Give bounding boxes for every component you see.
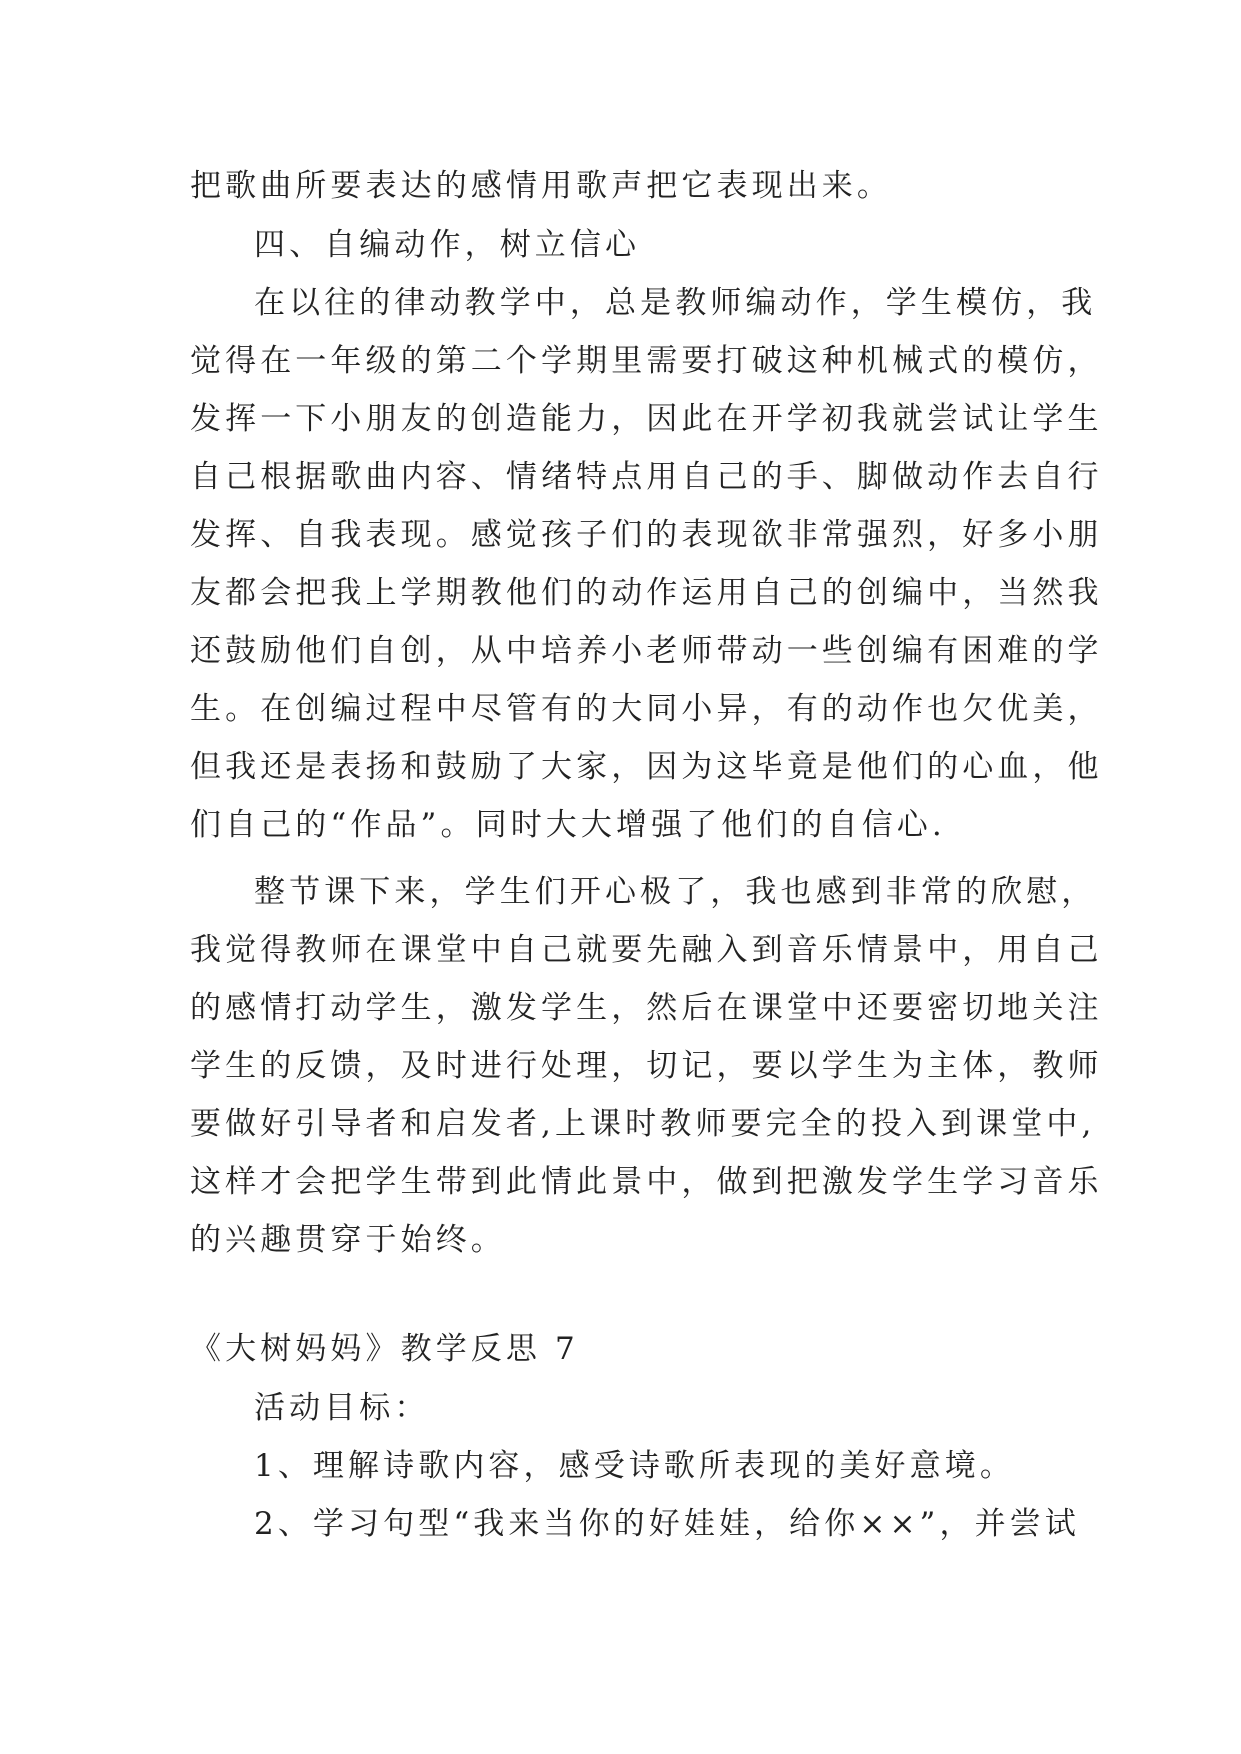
paragraph-line: 在以往的律动教学中，总是教师编动作，学生模仿，我 <box>254 285 1097 321</box>
paragraph-line: 整节课下来，学生们开心极了，我也感到非常的欣慰， <box>254 874 1097 910</box>
paragraph-line: 生。在创编过程中尽管有的大同小异，有的动作也欠优美， <box>190 691 1103 727</box>
paragraph-line: 还鼓励他们自创，从中培养小老师带动一些创编有困难的学 <box>190 633 1103 669</box>
paragraph-line: 但我还是表扬和鼓励了大家，因为这毕竟是他们的心血，他 <box>190 749 1103 785</box>
paragraph-line: 的感情打动学生，激发学生，然后在课堂中还要密切地关注 <box>190 990 1103 1026</box>
section-heading: 活动目标： <box>254 1390 430 1426</box>
paragraph-line: 们自己的“作品”。同时大大增强了他们的自信心. <box>190 807 946 843</box>
paragraph-line: 友都会把我上学期教他们的动作运用自己的创编中，当然我 <box>190 575 1103 611</box>
list-item: 2、学习句型“我来当你的好娃娃，给你××”，并尝试 <box>254 1506 1080 1542</box>
paragraph-line: 这样才会把学生带到此情此景中，做到把激发学生学习音乐 <box>190 1164 1103 1200</box>
paragraph-line: 我觉得教师在课堂中自己就要先融入到音乐情景中，用自己 <box>190 932 1103 968</box>
list-item: 1、理解诗歌内容，感受诗歌所表现的美好意境。 <box>254 1448 1015 1484</box>
paragraph-line: 学生的反馈，及时进行处理，切记，要以学生为主体，教师 <box>190 1048 1103 1084</box>
paragraph-line: 把歌曲所要表达的感情用歌声把它表现出来。 <box>190 168 892 204</box>
article-title: 《大树妈妈》教学反思 7 <box>190 1331 579 1367</box>
paragraph-line: 发挥一下小朋友的创造能力，因此在开学初我就尝试让学生 <box>190 401 1103 437</box>
section-heading: 四、自编动作，树立信心 <box>254 227 641 263</box>
paragraph-line: 要做好引导者和启发者,上课时教师要完全的投入到课堂中, <box>190 1106 1096 1142</box>
paragraph-line: 自己根据歌曲内容、情绪特点用自己的手、脚做动作去自行 <box>190 459 1103 495</box>
paragraph-line: 的兴趣贯穿于始终。 <box>190 1222 506 1258</box>
paragraph-line: 发挥、自我表现。感觉孩子们的表现欲非常强烈，好多小朋 <box>190 517 1103 553</box>
paragraph-line: 觉得在一年级的第二个学期里需要打破这种机械式的模仿， <box>190 343 1103 379</box>
